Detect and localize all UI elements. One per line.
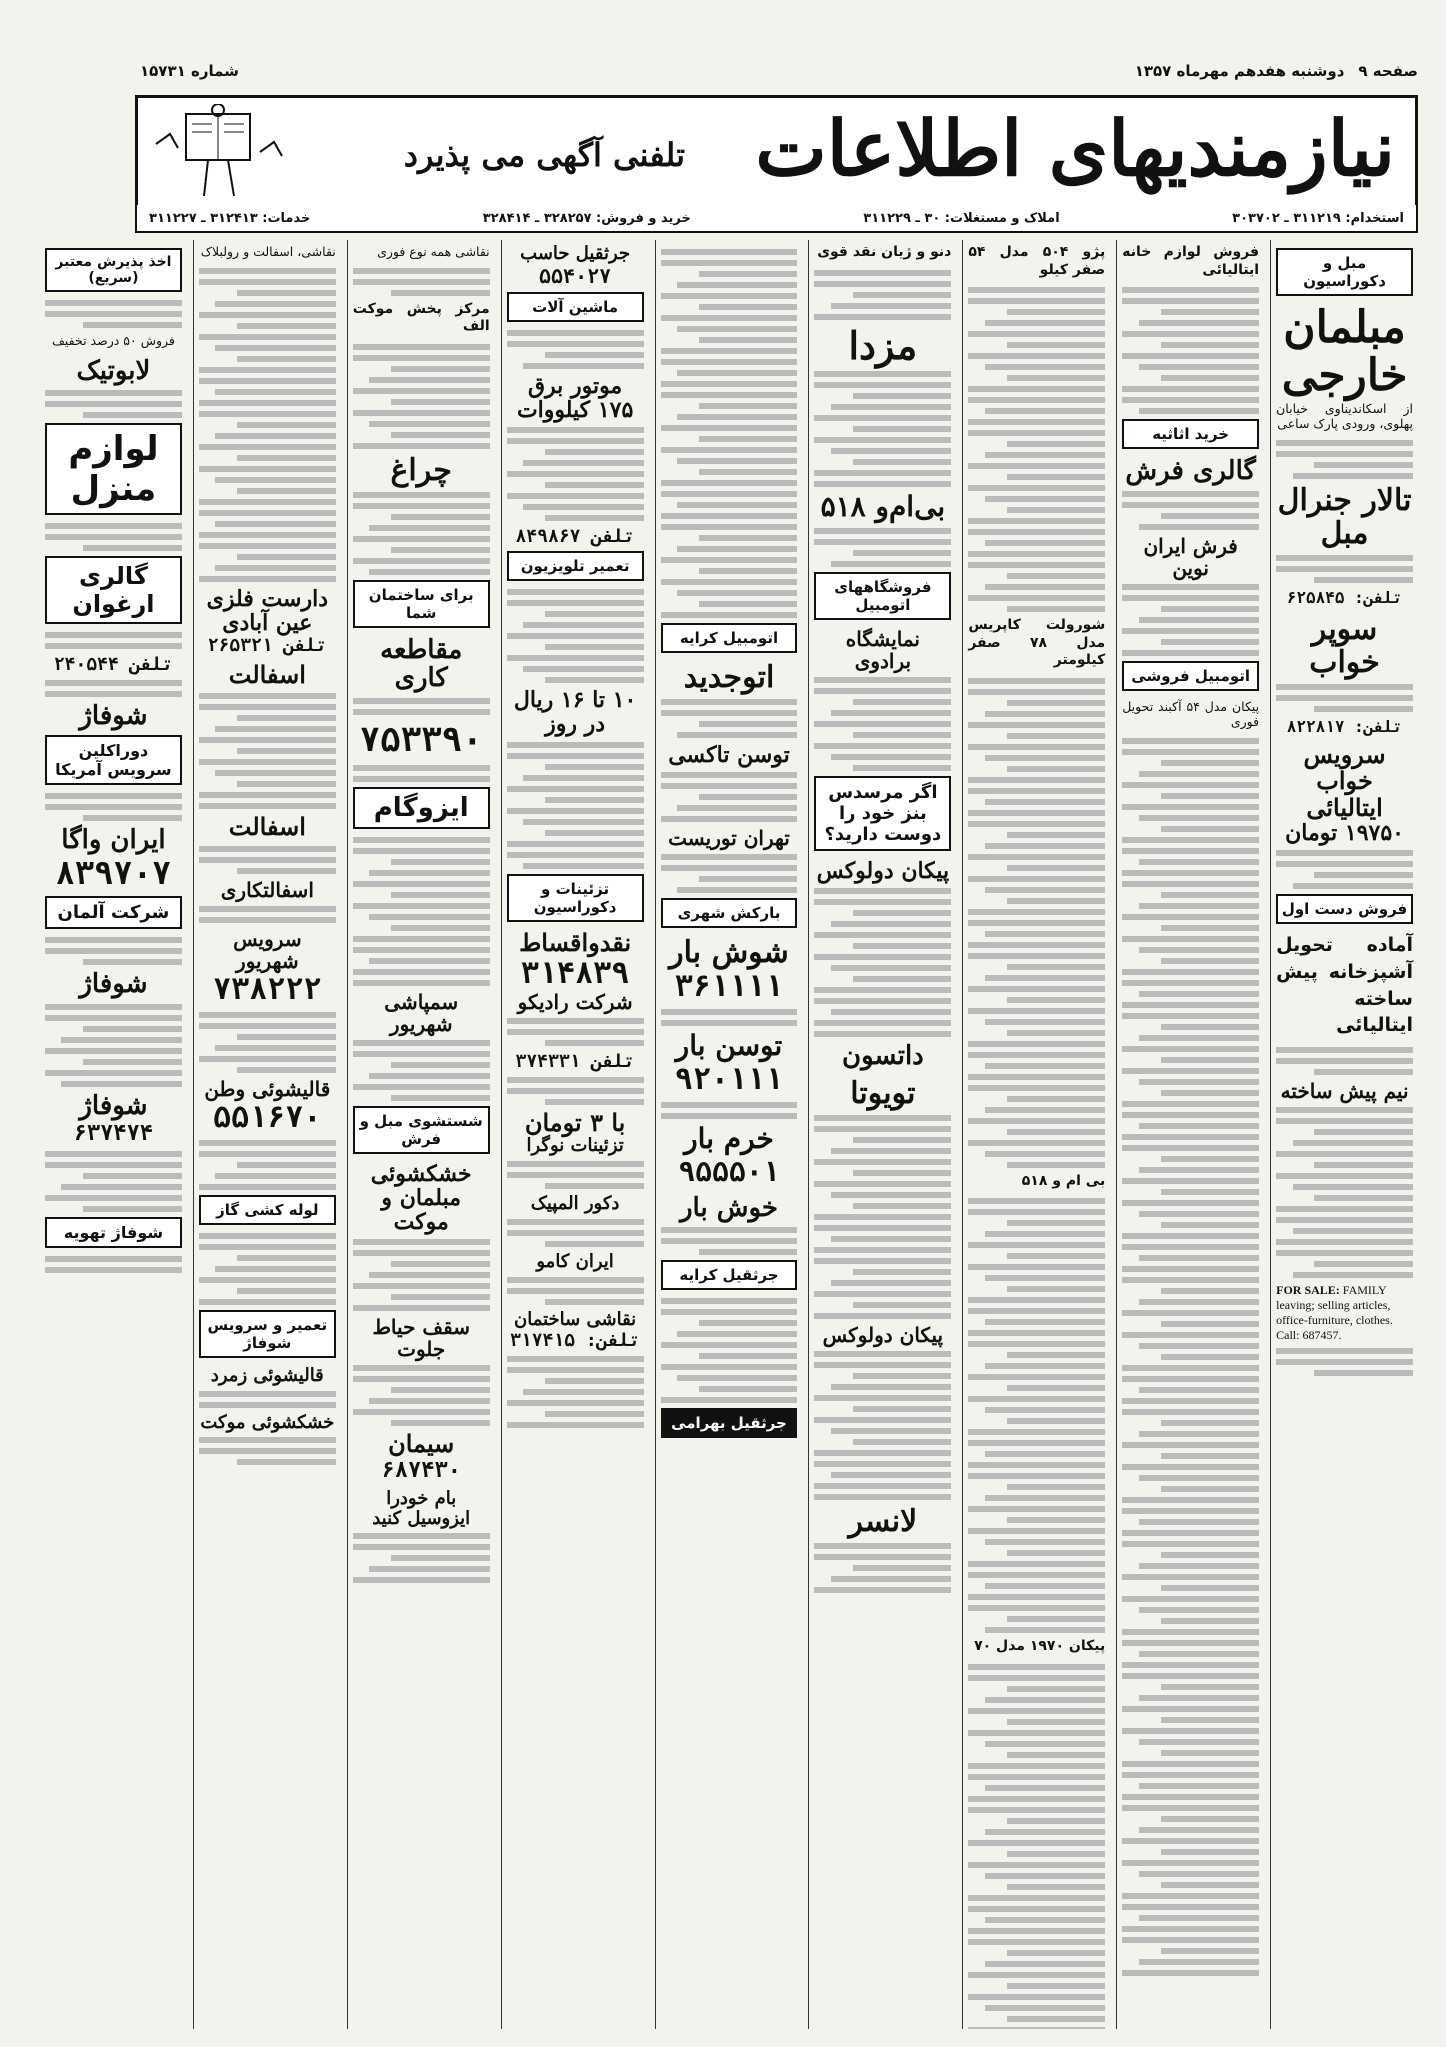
ad-text: پیکان مدل ۵۴ آکبند تحویل فوری bbox=[1122, 698, 1260, 730]
ad-headline: تهران توریست bbox=[668, 826, 790, 851]
ad-text-block bbox=[45, 632, 182, 649]
ad-text-block bbox=[45, 937, 182, 965]
ad-text-block bbox=[1276, 850, 1413, 889]
ad-headline: با ۳ تومان bbox=[524, 1107, 626, 1137]
ad-headline: مزدا bbox=[848, 322, 918, 368]
ad-text-block bbox=[45, 1151, 182, 1212]
ad-text-block bbox=[661, 772, 798, 822]
ad-phone: ۳۱۴۸۳۹ bbox=[520, 955, 630, 991]
ad-text-block bbox=[507, 1018, 644, 1046]
ad-text: شورولت کاپریس مدل ۷۸ صفر کیلومتر bbox=[968, 617, 1106, 668]
section-header: بارکش شهری bbox=[661, 898, 798, 928]
ad-text-block bbox=[814, 528, 951, 567]
ad-headline: توسن بار bbox=[675, 1029, 783, 1063]
section-header: اتومبیل فروشی bbox=[1122, 661, 1259, 691]
ad-headline: اگر مرسدس بنز خود را دوست دارید؟ bbox=[814, 776, 951, 851]
ad-text-block bbox=[814, 371, 951, 487]
ad-headline: نقدواقساط bbox=[519, 927, 632, 957]
column-3 bbox=[962, 240, 1110, 2029]
ad-headline: خوش بار bbox=[679, 1192, 778, 1223]
property-phones: املاک و مستغلات: ۳۰ ـ ۳۱۱۲۲۹ bbox=[863, 210, 1060, 226]
ad-headline: لابوتیک bbox=[76, 355, 151, 386]
ad-text-block bbox=[353, 765, 490, 782]
ad-text-block bbox=[814, 677, 951, 771]
ad-headline: خرم بار bbox=[684, 1121, 774, 1155]
page-number: صفحه ۹ bbox=[1358, 62, 1418, 80]
ad-headline: سرویس خواب ایتالیائی bbox=[1303, 740, 1386, 822]
section-header: مبل و دکوراسیون bbox=[1276, 248, 1413, 296]
ad-text-block bbox=[1122, 584, 1259, 656]
ad-phone: ۹۵۵۵۰۱ bbox=[678, 1154, 780, 1188]
ad-phone: ۹۲۰۱۱۱ bbox=[674, 1061, 784, 1097]
ad-headline: دارست فلزی عین آبادی bbox=[206, 585, 329, 636]
ad-text-block bbox=[661, 249, 798, 618]
ad-headline: مبلمان خارجی bbox=[1281, 302, 1408, 402]
section-header: برای ساختمان شما bbox=[353, 580, 490, 628]
ad-text-block bbox=[45, 793, 182, 821]
ad-text-block bbox=[507, 1356, 644, 1428]
ad-text: نقاشی همه نوع فوری bbox=[377, 244, 490, 259]
ad-text-block bbox=[353, 492, 490, 575]
ad-text-block bbox=[353, 268, 490, 296]
ad-headline: ایزوگام bbox=[353, 787, 490, 829]
ad-headline: موتور برق ۱۷۵ کیلووات bbox=[516, 372, 634, 423]
column-5 bbox=[655, 240, 803, 2029]
ad-headline: لانسر bbox=[848, 1503, 918, 1539]
ad-text-block bbox=[353, 698, 490, 715]
newspaper-reader-illustration bbox=[148, 104, 288, 200]
ad-text-block bbox=[199, 1437, 336, 1465]
ad-text-block bbox=[353, 837, 490, 986]
section-header: شستشوی مبل و فرش bbox=[353, 1106, 490, 1154]
english-ad-title: FOR SALE: bbox=[1276, 1282, 1340, 1297]
ad-text-block bbox=[199, 906, 336, 923]
ad-headline: نقاشی ساختمان bbox=[514, 1308, 637, 1330]
column-6 bbox=[501, 240, 649, 2029]
ad-headline: اسفالتکاری bbox=[220, 877, 314, 902]
section-header: جرثقیل کرایه bbox=[661, 1260, 798, 1290]
ad-text: پیکان ۱۹۷۰ مدل ۷۰ bbox=[974, 1638, 1106, 1654]
ad-text-block bbox=[45, 680, 182, 697]
ad-headline: سیمان bbox=[388, 1429, 455, 1459]
ad-headline: اخذ پذیرش معتبر (سریع) bbox=[45, 248, 182, 292]
ad-text-block bbox=[199, 1012, 336, 1073]
ad-text-block bbox=[1276, 1047, 1413, 1075]
ad-phone: تلفن ۲۶۵۳۲۱ bbox=[207, 635, 327, 656]
column-9 bbox=[40, 240, 187, 2029]
ad-text-block bbox=[353, 1040, 490, 1101]
ad-text-block bbox=[199, 693, 336, 809]
ad-text-block bbox=[814, 1115, 951, 1319]
ad-text-block bbox=[814, 888, 951, 1037]
section-header: خرید اثاثیه bbox=[1122, 419, 1259, 449]
ad-text-block bbox=[968, 678, 1105, 1168]
masthead-title: نیازمندیهای اطلاعات bbox=[755, 104, 1395, 193]
ad-text: بی ام و ۵۱۸ bbox=[1021, 1172, 1106, 1189]
ad-text-block bbox=[45, 1256, 182, 1273]
ad-headline: توسن تاکسی bbox=[668, 742, 790, 768]
ad-headline: مقاطعه کاری bbox=[380, 634, 463, 694]
ad-phone: ۶۸۷۴۳۰ bbox=[381, 1457, 461, 1483]
ad-phone: ۵۵۱۶۷۰ bbox=[213, 1099, 322, 1135]
issue-date: دوشنبه هفدهم مهرماه ۱۳۵۷ bbox=[1134, 62, 1345, 80]
ad-phone: ۷۵۳۳۹۰ bbox=[359, 719, 483, 760]
ad-headline: نمایشگاه برادوی bbox=[845, 627, 920, 674]
ad-headline: چراغ bbox=[390, 452, 452, 488]
trade-phones: خرید و فروش: ۳۲۸۲۵۷ ـ ۳۲۸۴۱۴ bbox=[482, 210, 691, 226]
ad-text-block bbox=[1276, 555, 1413, 583]
ad-text: دنو و ژیان نقد قوی bbox=[817, 244, 952, 260]
ad-headline: سرویس شهریور bbox=[233, 926, 302, 973]
ad-headline: لوازم منزل bbox=[45, 423, 182, 515]
ad-phone: ۳۶۱۱۱۱ bbox=[674, 969, 784, 1005]
ad-headline: فرش ایران نوین bbox=[1143, 533, 1238, 580]
ad-text-block bbox=[507, 330, 644, 369]
ad-headline: ۱۰ تا ۱۶ ریال در روز bbox=[513, 687, 637, 738]
section-header: اتومبیل کرایه bbox=[661, 623, 798, 653]
ad-text-block bbox=[1122, 491, 1259, 530]
ad-headline: قالیشوئی وطن bbox=[204, 1076, 331, 1101]
ad-text-block bbox=[507, 742, 644, 869]
ad-text-block bbox=[661, 1009, 798, 1026]
ad-text-block bbox=[814, 1543, 951, 1593]
ad-phone: ۶۳۷۴۷۴ bbox=[73, 1120, 154, 1146]
ad-headline: گالری فرش bbox=[1125, 456, 1256, 486]
ad-text-block bbox=[45, 390, 182, 418]
column-4 bbox=[808, 240, 956, 2029]
ad-text-block bbox=[45, 523, 182, 551]
ad-text-block bbox=[199, 268, 336, 582]
issue-number: شماره ۱۵۷۳۱ bbox=[140, 62, 239, 80]
masthead bbox=[135, 95, 1418, 211]
column-1 bbox=[1270, 240, 1418, 2029]
ad-text-block bbox=[968, 1198, 1105, 1633]
ad-text-block bbox=[353, 344, 490, 449]
column-2 bbox=[1116, 240, 1264, 2029]
ad-headline: پیکان دولوکس bbox=[816, 858, 950, 885]
section-header: ماشین آلات bbox=[507, 292, 644, 322]
section-header: فروشگاههای اتومبیل bbox=[814, 572, 951, 620]
ad-headline: تویوتا bbox=[850, 1075, 916, 1111]
ad-text: فروش ۵۰ درصد تخفیف bbox=[51, 333, 175, 348]
ad-phone: ۵۵۴۰۲۷ bbox=[538, 263, 612, 288]
ad-headline: شرکت رادیکو bbox=[517, 989, 633, 1014]
ad-text: نقاشی، اسفالت و رولبلاک bbox=[200, 244, 336, 259]
ad-text-block bbox=[507, 1277, 644, 1305]
ad-headline: داتسون bbox=[842, 1041, 924, 1072]
ad-text-block bbox=[661, 1227, 798, 1255]
ad-text-block bbox=[507, 1161, 644, 1189]
ad-text-block bbox=[353, 1365, 490, 1426]
ad-text-block bbox=[507, 1077, 644, 1105]
services-phones: خدمات: ۳۱۲۴۱۳ ـ ۳۱۱۲۲۷ bbox=[149, 210, 311, 226]
ad-text-block bbox=[661, 699, 798, 738]
folio-line bbox=[140, 58, 1418, 84]
ad-headline: جرثقیل حاسب bbox=[520, 243, 631, 264]
ad-text-block bbox=[661, 1102, 798, 1119]
ad-headline: اسفالت bbox=[228, 660, 306, 689]
ad-headline: گالری ارغوان bbox=[45, 556, 182, 624]
ad-phone: تلفن ۸۴۹۸۶۷ bbox=[515, 526, 635, 548]
ad-headline: بام خودرا ایزوسیل کنید bbox=[372, 1487, 471, 1529]
ad-text-block bbox=[507, 589, 644, 683]
english-ad-text: FAMILY leaving; selling articles, office-furniture, clothes. Call: 687457. bbox=[1276, 1282, 1393, 1342]
section-header: تزئینات و دکوراسیون bbox=[507, 874, 644, 922]
ad-headline: بی‌ام‌و ۵۱۸ bbox=[820, 490, 946, 524]
ad-headline: ایران کامو bbox=[536, 1250, 614, 1272]
ad-text-block bbox=[507, 1219, 644, 1247]
ad-text-block bbox=[353, 1533, 490, 1583]
ad-text-block bbox=[1276, 1107, 1413, 1278]
ad-text: آماده تحویل آشپزخانه پیش ساخته ایتالیائی bbox=[1276, 934, 1413, 1037]
ad-headline: دکور المپیک bbox=[530, 1193, 620, 1215]
ad-text: پژو ۵۰۴ مدل ۵۴ صفر کیلو bbox=[968, 244, 1106, 278]
ad-text-block bbox=[45, 1004, 182, 1087]
ad-phone: تلفن ۳۷۴۳۳۱ bbox=[515, 1050, 635, 1072]
ad-text: فروش لوازم خانه ایتالیائی bbox=[1122, 244, 1260, 278]
ad-text-block bbox=[1276, 1348, 1413, 1376]
ad-text-block bbox=[199, 1140, 336, 1190]
ad-phone: ۷۳۸۲۲۲ bbox=[213, 971, 322, 1007]
ad-text-block bbox=[1122, 287, 1259, 414]
ad-headline: خشکشوئی مبلمان و موکت bbox=[370, 1160, 472, 1236]
ad-price: ۱۹۷۵۰ تومان bbox=[1285, 820, 1404, 847]
column-7 bbox=[347, 240, 495, 2029]
ad-text-block bbox=[1276, 684, 1413, 712]
ad-headline: تالار جنرال مبل bbox=[1277, 483, 1412, 552]
ad-text-block bbox=[199, 1233, 336, 1305]
ad-headline: شوفاژ bbox=[79, 969, 148, 1000]
ad-headline: شرکت آلمان bbox=[45, 896, 182, 929]
ad-text-block bbox=[968, 1664, 1105, 2030]
ad-headline: شوش بار bbox=[669, 935, 789, 971]
ad-phone: تلفن: ۶۲۵۸۴۵ bbox=[1286, 588, 1403, 608]
ad-text-block bbox=[507, 427, 644, 521]
ad-headline: جرثقیل بهرامی bbox=[661, 1408, 798, 1438]
section-header: فروش دست اول bbox=[1276, 894, 1413, 924]
ad-phone: ۸۳۹۷۰۷ bbox=[55, 854, 172, 893]
masthead-tagline: تلفنی آگهی می پذیرد bbox=[403, 136, 685, 174]
ad-headline: شوفاژ bbox=[79, 701, 148, 732]
ad-headline: سقف حیاط جلوت bbox=[372, 1315, 470, 1362]
ad-text-block bbox=[199, 846, 336, 874]
ad-phone: تلفن ۲۴۰۵۴۴ bbox=[53, 654, 174, 676]
ad-text-block bbox=[661, 1298, 798, 1403]
ad-headline: نیم پیش ساخته bbox=[1280, 1078, 1409, 1103]
section-header: تعمیر تلویزیون bbox=[507, 551, 644, 581]
section-header: تعمیر و سرویس شوفاژ bbox=[199, 1310, 336, 1358]
ad-headline: شوفاژ bbox=[79, 1091, 148, 1121]
classified-columns bbox=[40, 240, 1418, 2029]
ad-headline: دوراکلین سرویس آمریکا bbox=[45, 735, 182, 785]
ad-text-block bbox=[199, 1391, 336, 1408]
ad-headline: سمپاشی شهریور bbox=[384, 989, 459, 1036]
ad-headline: ایران واگا bbox=[61, 824, 166, 855]
ad-headline: اتوجدید bbox=[683, 660, 775, 695]
ad-text: از اسکاندیناوی خیابان پهلوی، ورودی پارک ساعی bbox=[1276, 400, 1413, 432]
ad-text-block bbox=[968, 287, 1105, 612]
section-header: لوله کشی گاز bbox=[199, 1195, 336, 1225]
ad-headline: سوپر خواب bbox=[1309, 612, 1380, 681]
column-8 bbox=[193, 240, 341, 2029]
ad-text-block bbox=[814, 1351, 951, 1500]
ad-text-block bbox=[814, 270, 951, 320]
ad-text-block bbox=[661, 854, 798, 893]
english-ad bbox=[1276, 1283, 1413, 1343]
department-phone-bar bbox=[135, 205, 1418, 233]
ad-text: مرکز پخش موکت الف bbox=[352, 300, 490, 335]
ad-headline: شوفاژ تهویه bbox=[45, 1217, 182, 1248]
ad-phone: تلفن: ۳۱۷۴۱۵ bbox=[510, 1329, 641, 1351]
ad-headline: اسفالت bbox=[228, 812, 306, 842]
ad-text-block bbox=[1122, 738, 1259, 1976]
ad-headline: پیکان دولوکس bbox=[822, 1322, 944, 1347]
hiring-phones: استخدام: ۳۱۱۲۱۹ ـ ۳۰۳۷۰۲ bbox=[1232, 210, 1404, 226]
ad-phone: تلفن: ۸۲۲۸۱۷ bbox=[1286, 717, 1403, 737]
ad-headline: تزئینات نوگرا bbox=[526, 1135, 624, 1157]
ad-text-block bbox=[353, 1239, 490, 1311]
ad-headline: قالیشوئی زمرد bbox=[210, 1364, 324, 1386]
ad-headline: خشکشوئی موکت bbox=[200, 1411, 335, 1433]
ad-text-block bbox=[45, 300, 182, 328]
ad-text-block bbox=[1276, 440, 1413, 479]
